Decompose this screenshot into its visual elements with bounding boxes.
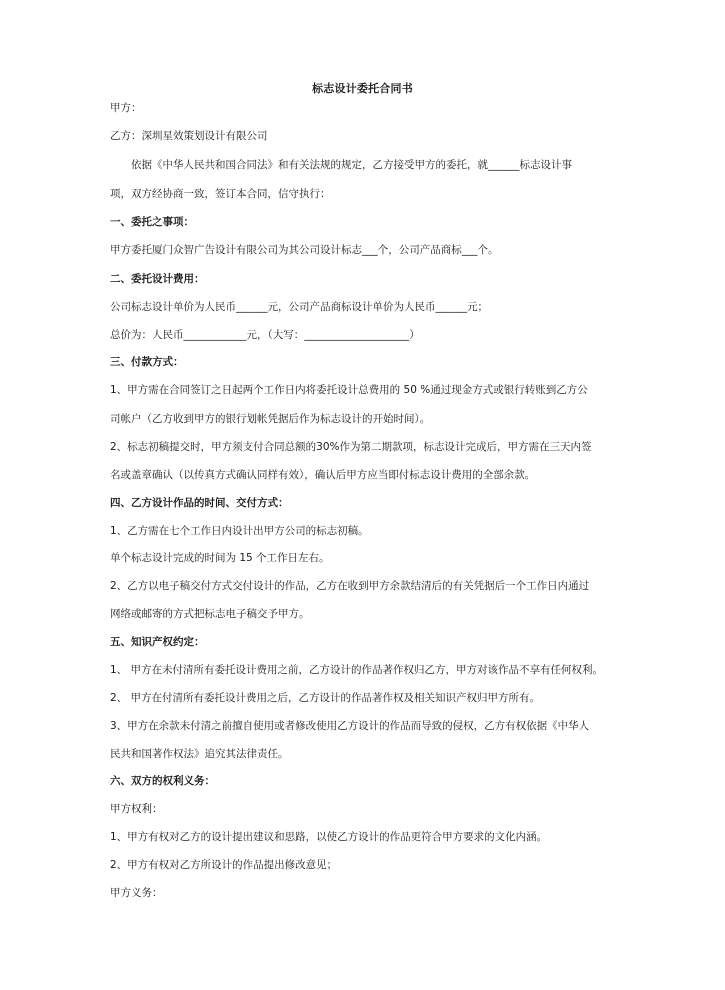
- paragraph-line: 甲方权利：: [110, 803, 163, 815]
- paragraph-line: 2、乙方以电子稿交付方式交付设计的作品，乙方在收到甲方余款结清后的有关凭据后一个工作日内通过: [110, 580, 590, 592]
- section-heading: 六、双方的权利义务：: [110, 775, 215, 787]
- paragraph-line: 网络或邮寄的方式把标志电子稿交予甲方。: [110, 608, 310, 620]
- paragraph-line: 民共和国著作权法》追究其法律责任。: [110, 748, 289, 760]
- paragraph-line: 2、 甲方在付清所有委托设计费用之后，乙方设计的作品著作权及相关知识产权归甲方所有。: [110, 692, 541, 704]
- paragraph-line: 甲方义务：: [110, 887, 163, 899]
- party-b-line: 乙方：深圳星效策划设计有限公司: [110, 130, 268, 142]
- paragraph-line: 司帐户（乙方收到甲方的银行划帐凭据后作为标志设计的开始时间）。: [110, 413, 431, 425]
- paragraph-line: 1、甲方需在合同签订之日起两个工作日内将委托设计总费用的 50 %通过现金方式或银行转账到乙方公: [110, 384, 588, 396]
- party-a-line: 甲方：: [110, 102, 142, 114]
- section-heading: 三、付款方式：: [110, 356, 184, 368]
- intro-paragraph-line: 依据《中华人民共和国合同法》和有关法规的规定，乙方接受甲方的委托，就______标志设计事: [131, 159, 572, 171]
- paragraph-line: 2、甲方有权对乙方所设计的作品提出修改意见；: [110, 859, 338, 871]
- paragraph-line: 总价为：人民币____________元，（大写：____________________）: [110, 329, 420, 341]
- section-heading: 二、委托设计费用：: [110, 273, 205, 285]
- paragraph-line: 公司标志设计单价为人民币______元，公司产品商标设计单价为人民币______元；: [110, 301, 488, 313]
- paragraph-line: 名或盖章确认（以传真方式确认同样有效），确认后甲方应当即付标志设计费用的全部余款。: [110, 469, 536, 481]
- intro-paragraph-line: 项，双方经协商一致，签订本合同，信守执行：: [110, 188, 331, 200]
- section-heading: 一、委托之事项：: [110, 216, 194, 228]
- paragraph-line: 单个标志设计完成的时间为 15 个工作日左右。: [110, 552, 330, 564]
- document-title: 标志设计委托合同书: [312, 82, 413, 95]
- paragraph-line: 1、甲方有权对乙方的设计提出建议和思路，以使乙方设计的作品更符合甲方要求的文化内涵。: [110, 831, 548, 843]
- paragraph-line: 3、甲方在余款未付清之前擅自使用或者修改使用乙方设计的作品而导致的侵权，乙方有权依据《中华人: [110, 720, 590, 732]
- paragraph-line: 甲方委托厦门众智广告设计有限公司为其公司设计标志___个，公司产品商标___个。: [110, 244, 499, 256]
- paragraph-line: 1、 甲方在未付清所有委托设计费用之前，乙方设计的作品著作权归乙方，甲方对该作品不享有任何权利。: [110, 664, 604, 676]
- paragraph-line: 1、乙方需在七个工作日内设计出甲方公司的标志初稿。: [110, 525, 369, 537]
- section-heading: 五、知识产权约定：: [110, 636, 205, 648]
- section-heading: 四、乙方设计作品的时间、交付方式：: [110, 497, 289, 509]
- paragraph-line: 2、标志初稿提交时，甲方须支付合同总额的30%作为第二期款项，标志设计完成后，甲方需在三天内签: [110, 441, 592, 453]
